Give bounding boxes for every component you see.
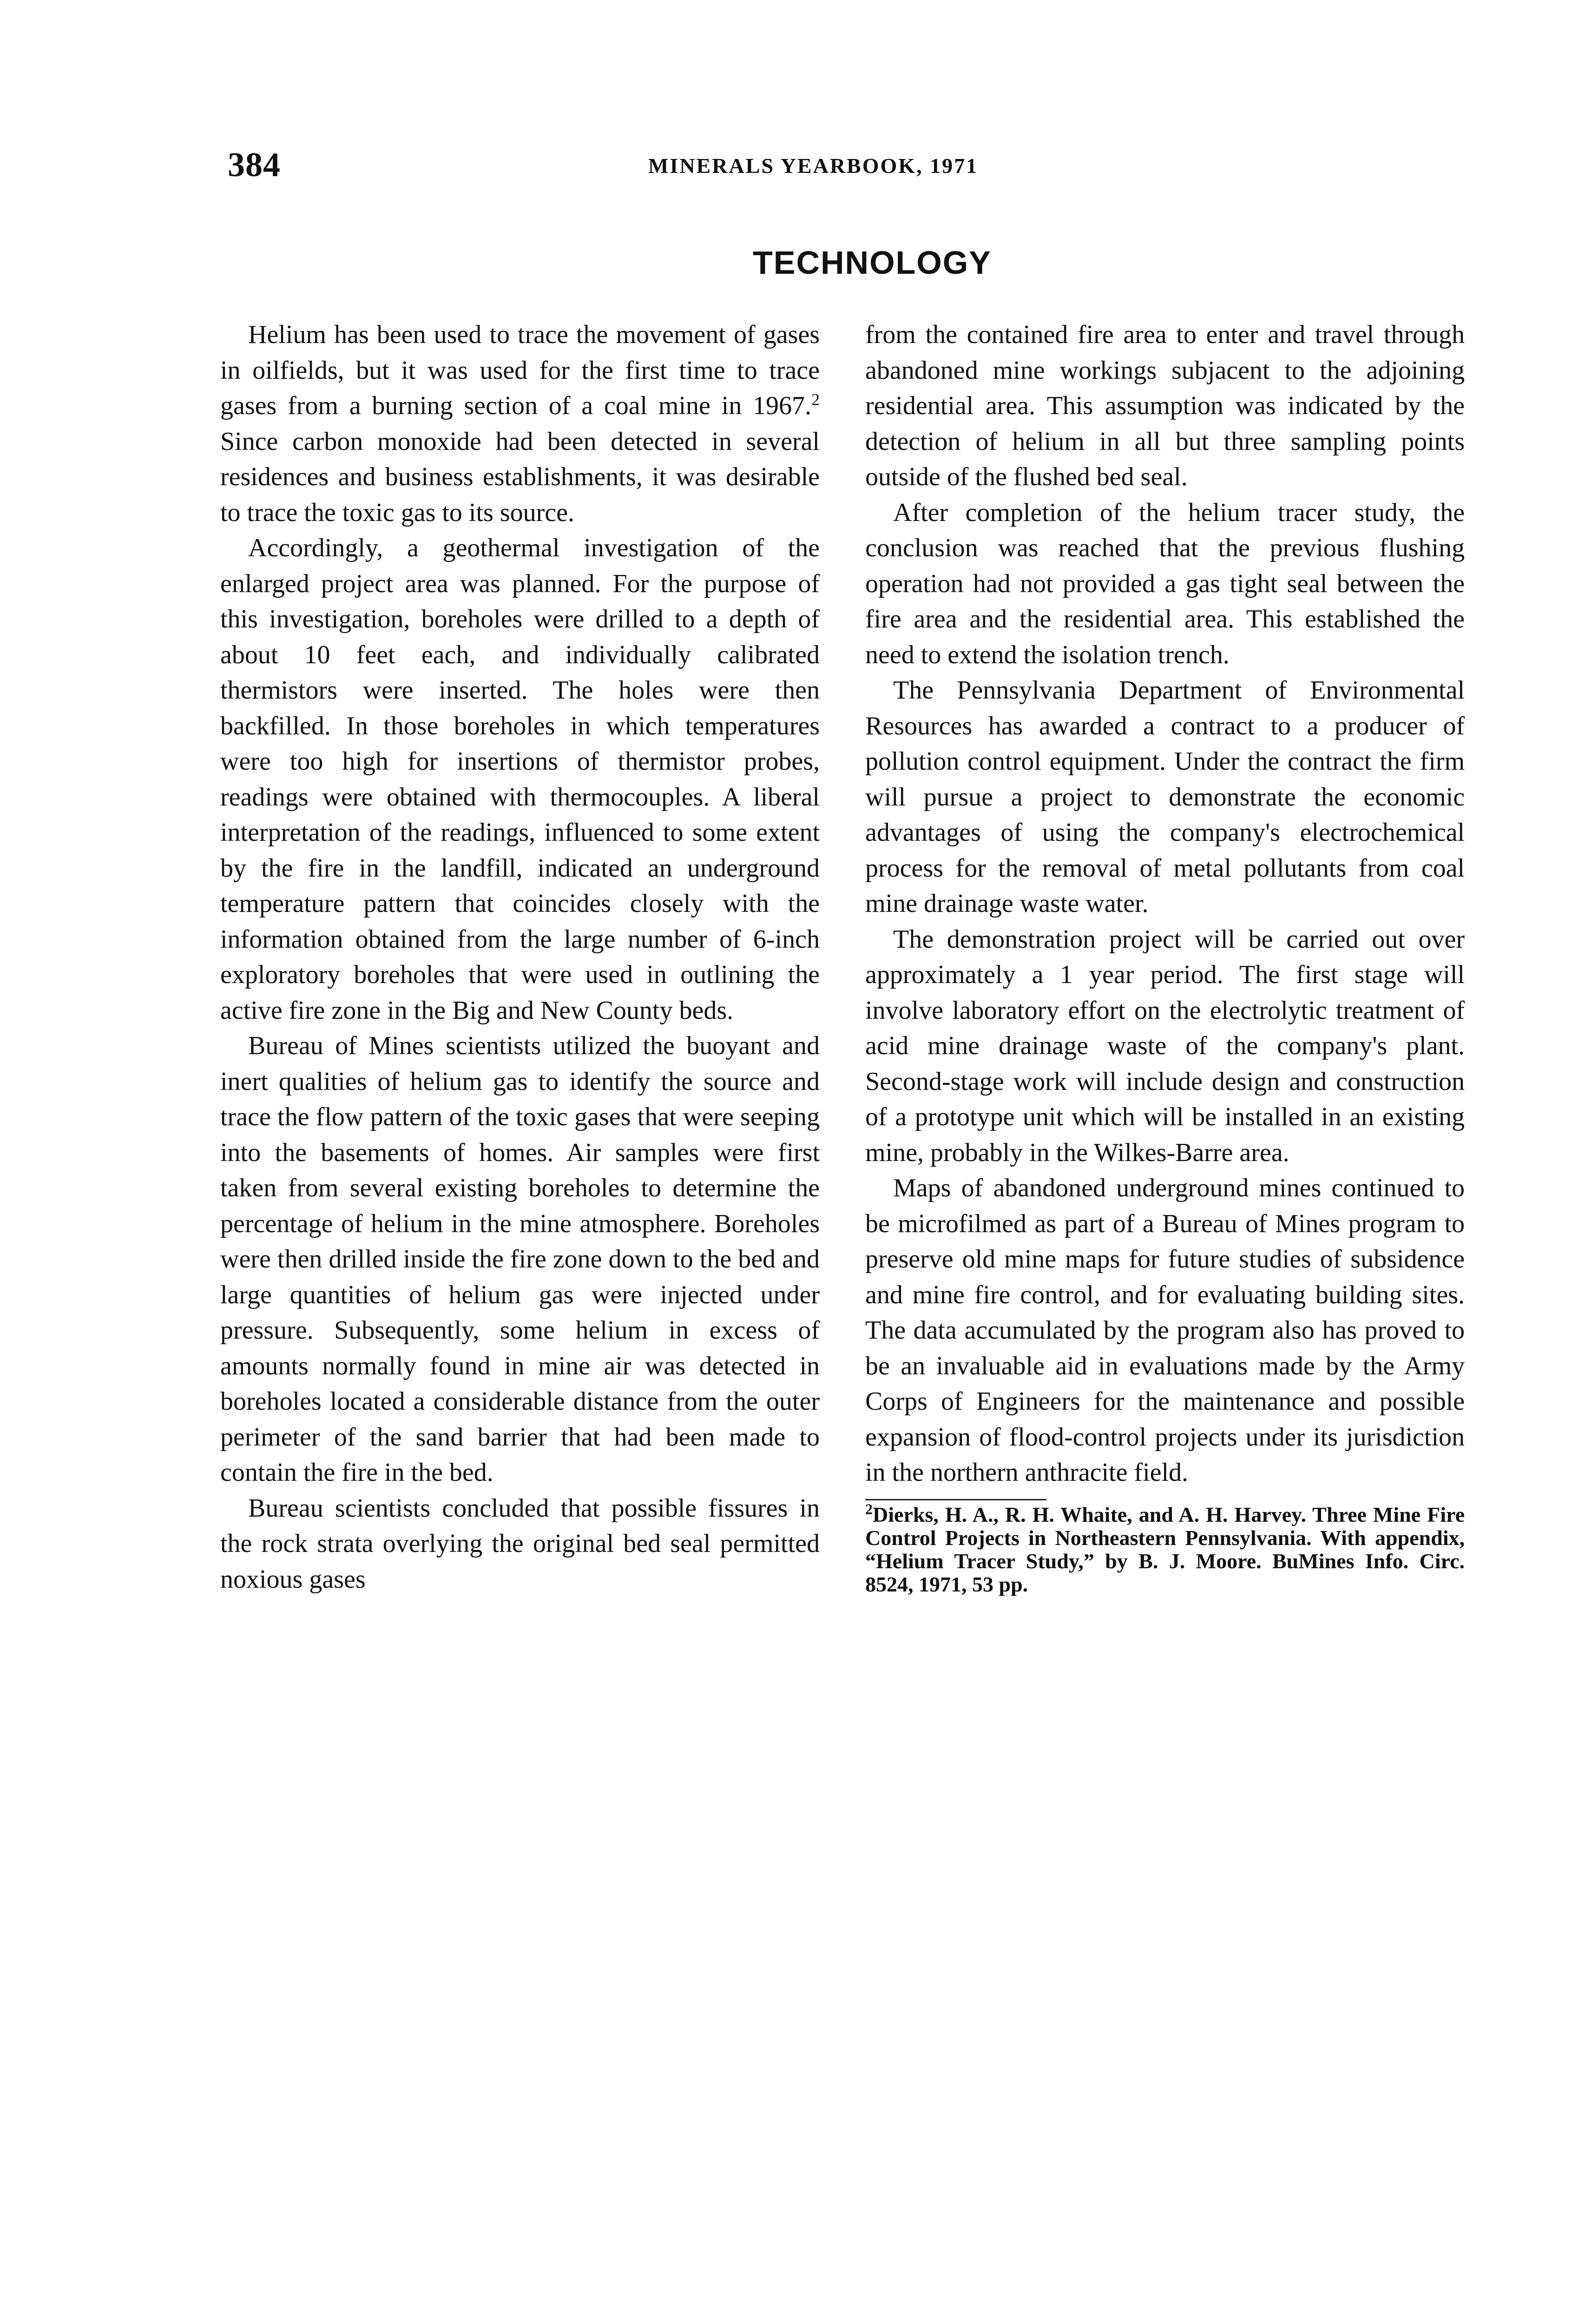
footnote-mark: 2 [865, 1500, 873, 1518]
paragraph-text: Since carbon monoxide had been detected in several residences and business establishments, it was desirable to trace the toxic gas to its source. [220, 427, 820, 527]
footnote-text: Dierks, H. A., R. H. Whaite, and A. H. Harvey. Three Mine Fire Control Projects in Northeastern Pennsylvania. With appendix, “Helium Tracer Study,” by B. J. Moore. BuMines Info. Circ. 8524, 1971, 53 pp. [865, 1502, 1465, 1596]
paragraph-text: Helium has been used to trace the movement of gases in oilfields, but it was used for the first time to trace gases from a burning section of a coal mine in 1967. [220, 320, 820, 420]
footnote-reference: 2 [811, 390, 820, 409]
running-head: MINERALS YEARBOOK, 1971 [648, 154, 979, 178]
paragraph: The Pennsylvania Department of Environmental Resources has awarded a contract to a producer of pollution control equipment. Under the contract the firm will pursue a project to demonstrate the economic advantages of using the company's electrochemical process for the removal of metal pollutants from coal mine drainage waste water. [865, 676, 1465, 918]
page-number: 384 [228, 146, 281, 184]
paragraph: The demonstration project will be carried out over approximately a 1 year period. The first stage will involve laboratory effort on the electrolytic treatment of acid mine drainage waste of the company's plant. Second-stage work will include design and construction of a prototype unit which will be installed in an existing mine, probably in the Wilkes-Barre area. [865, 924, 1465, 1167]
section-heading: TECHNOLOGY [753, 244, 992, 281]
paragraph: Bureau of Mines scientists utilized the buoyant and inert qualities of helium gas to identify the source and trace the flow pattern of the toxic gases that were seeping into the basements of homes. Air samples were first taken from several existing boreholes to determine the percentage of helium in the mine atmosphere. Boreholes were then drilled inside the fire zone down to the bed and large quantities of helium gas were injected under pressure. Subsequently, some helium in excess of amounts normally found in mine air was detected in boreholes located a considerable distance from the outer perimeter of the sand barrier that had been made to contain the fire in the bed. [220, 1031, 820, 1487]
footnote [865, 1500, 1465, 1596]
paragraph: from the contained fire area to enter and travel through abandoned mine workings subjacent to the adjoining residential area. This assumption was indicated by the detection of helium in all but three sampling points outside of the flushed bed seal. [865, 320, 1465, 491]
paragraph: Maps of abandoned underground mines continued to be microfilmed as part of a Bureau of Mines program to preserve old mine maps for future studies of subsidence and mine fire control, and for evaluating building sites. The data accumulated by the program also has proved to be an invaluable aid in evaluations made by the Army Corps of Engineers for the maintenance and possible expansion of flood-control projects under its jurisdiction in the northern anthracite field. [865, 1174, 1465, 1487]
paragraph: Accordingly, a geothermal investigation of the enlarged project area was planned. For the purpose of this investigation, boreholes were drilled to a depth of about 10 feet each, and individually calibrated thermistors were inserted. The holes were then backfilled. In those boreholes in which temperatures were too high for insertions of thermistor probes, readings were obtained with thermocouples. A liberal interpretation of the readings, influenced to some extent by the fire in the landfill, indicated an underground temperature pattern that coincides closely with the information obtained from the large number of 6-inch exploratory boreholes that were used in outlining the active fire zone in the Big and New County beds. [220, 534, 820, 1025]
paragraph [220, 317, 820, 530]
right-column [865, 317, 1465, 1596]
paragraph: After completion of the helium tracer study, the conclusion was reached that the previous flushing operation had not provided a gas tight seal between the fire area and the residential area. This established the need to extend the isolation trench. [865, 498, 1465, 669]
footnote-divider [865, 1499, 1046, 1500]
paragraph: Bureau scientists concluded that possible fissures in the rock strata overlying the original bed seal permitted noxious gases [220, 1493, 820, 1594]
left-column [220, 317, 820, 1597]
